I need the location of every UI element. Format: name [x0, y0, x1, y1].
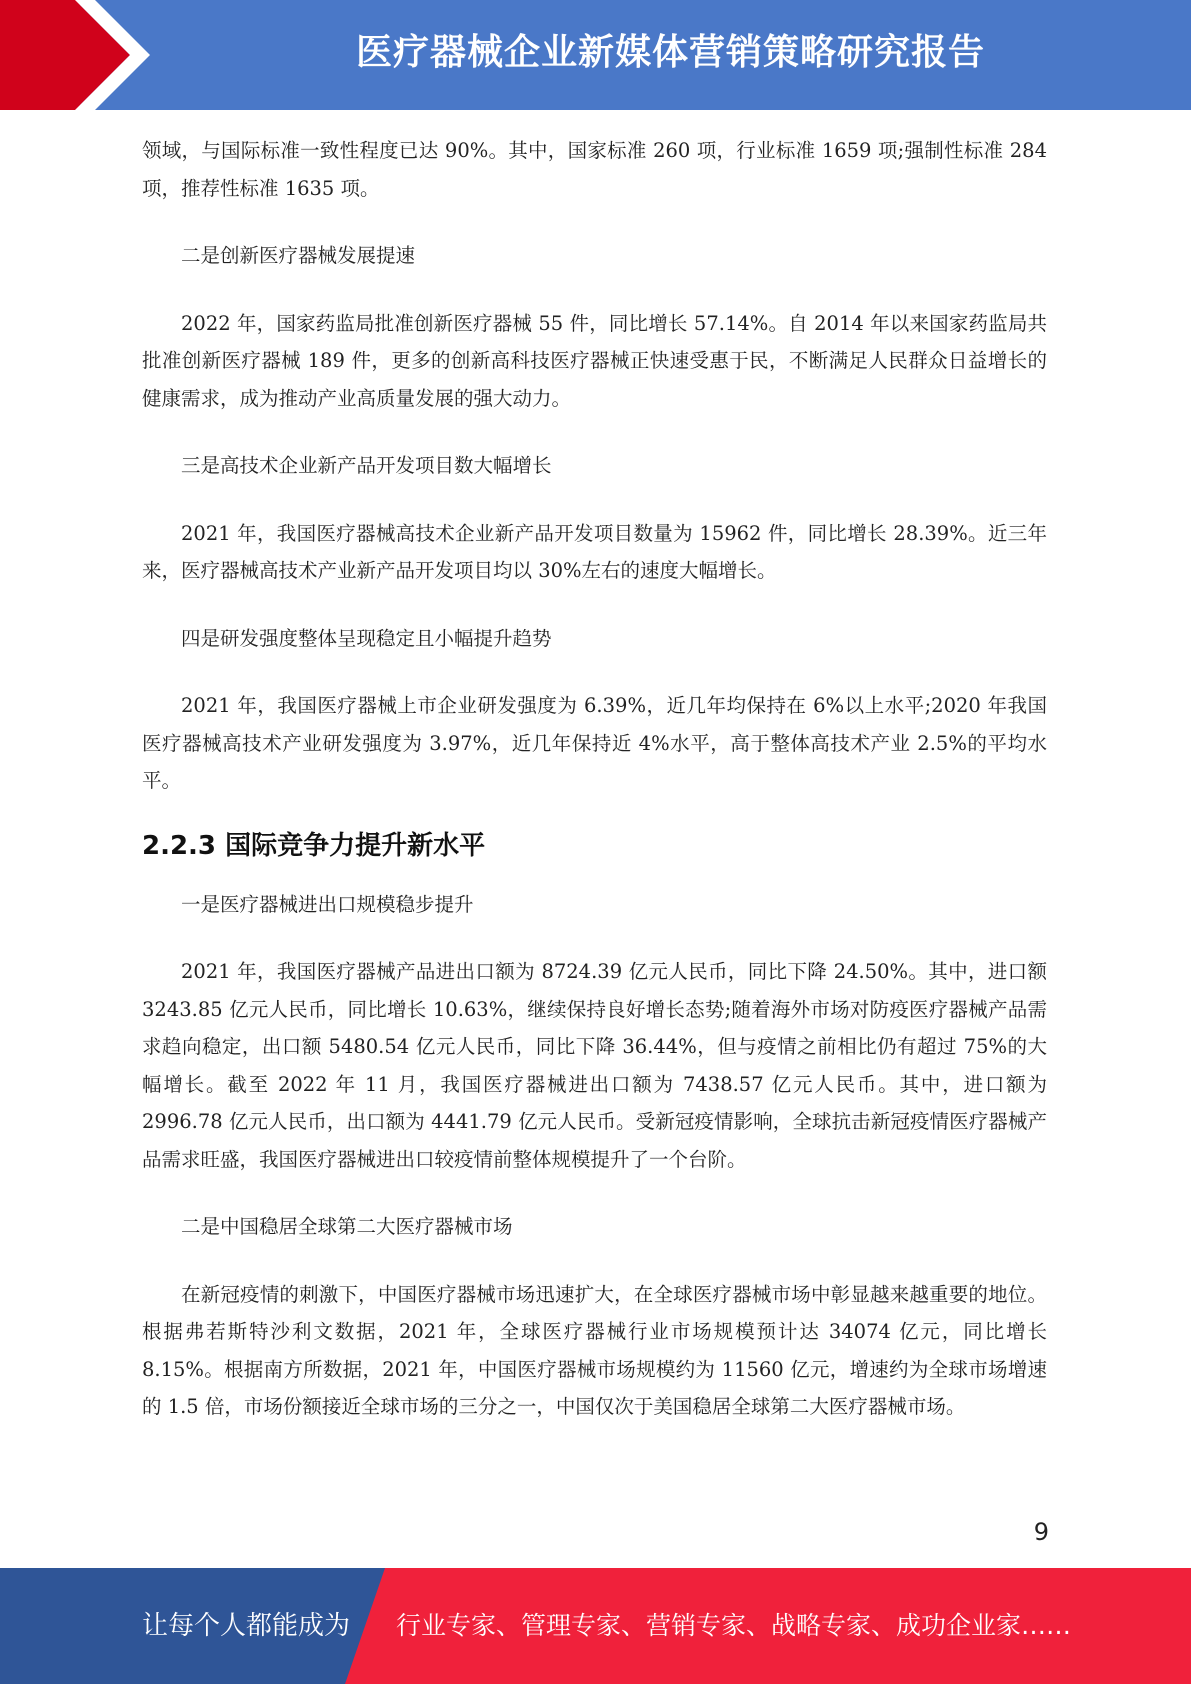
paragraph-new-products: 2021 年，我国医疗器械高技术企业新产品开发项目数量为 15962 件，同比增长 28.39%。近三年来，医疗器械高技术产业新产品开发项目均以 30%左右的速度大幅增长。	[142, 521, 1047, 582]
page-number: 9	[1033, 1518, 1049, 1546]
paragraph-innovation: 2022 年，国家药监局批准创新医疗器械 55 件，同比增长 57.14%。自 2014 年以来国家药监局共批准创新医疗器械 189 件，更多的创新高科技医疗器械正快速受惠于民，不断满足人民群众日益增长的健康需求，成为推动产业高质量发展的强大动力。	[142, 311, 1047, 410]
footer-slogan-right: 行业专家、管理专家、营销专家、战略专家、成功企业家……	[396, 1611, 1072, 1640]
document-body	[142, 132, 1047, 1426]
paragraph-import-export: 2021 年，我国医疗器械产品进出口额为 8724.39 亿元人民币，同比下降 24.50%。其中，进口额 3243.85 亿元人民币，同比增长 10.63%，继续保持良好增长态势;随着海外市场对防疫医疗器械产品需求趋向稳定，出口额 5480.54 亿元人民币，同比下降 36.44%，但与疫情之前相比仍有超过 75%的大幅增长。截至 2022 年 11 月，我国医疗器械进出口额为 7438.57 亿元人民币。其中，进口额为 2996.78 亿元人民币，出口额为 4441.79 亿元人民币。受新冠疫情影响，全球抗击新冠疫情医疗器械产品需求旺盛，我国医疗器械进出口较疫情前整体规模提升了一个台阶。	[142, 960, 1047, 1171]
paragraph-standards: 领域，与国际标准一致性程度已达 90%。其中，国家标准 260 项，行业标准 1659 项;强制性标准 284 项，推荐性标准 1635 项。	[142, 139, 1047, 200]
section-heading-2-2-3: 2.2.3 国际竞争力提升新水平	[142, 830, 486, 861]
footer-slogan-left: 让每个人都能成为	[142, 1611, 351, 1641]
paragraph-rd-intensity: 2021 年，我国医疗器械上市企业研发强度为 6.39%，近几年均保持在 6%以上水平;2020 年我国医疗器械高技术产业研发强度为 3.97%，近几年保持近 4%水平，高于整体高技术产业 2.5%的平均水平。	[142, 694, 1047, 792]
subheading-new-products: 三是高技术企业新产品开发项目数大幅增长	[181, 454, 552, 477]
header-banner	[0, 0, 1191, 110]
subheading-import-export: 一是医疗器械进出口规模稳步提升	[181, 892, 474, 916]
subheading-global-market: 二是中国稳居全球第二大医疗器械市场	[181, 1215, 513, 1238]
footer-banner	[0, 1568, 1191, 1684]
subheading-rd-intensity: 四是研发强度整体呈现稳定且小幅提升趋势	[181, 626, 552, 650]
paragraph-global-market: 在新冠疫情的刺激下，中国医疗器械市场迅速扩大，在全球医疗器械市场中彰显越来越重要的地位。根据弗若斯特沙利文数据，2021 年，全球医疗器械行业市场规模预计达 34074 亿元，同比增长 8.15%。根据南方所数据，2021 年，中国医疗器械市场规模约为 11560 亿元，增速约为全球市场增速的 1.5 倍，市场份额接近全球市场的三分之一，中国仅次于美国稳居全球第二大医疗器械市场。	[142, 1282, 1047, 1418]
subheading-innovation: 二是创新医疗器械发展提速	[181, 244, 416, 267]
header-chevron-decoration	[0, 0, 150, 110]
report-title: 医疗器械企业新媒体营销策略研究报告	[355, 32, 985, 73]
